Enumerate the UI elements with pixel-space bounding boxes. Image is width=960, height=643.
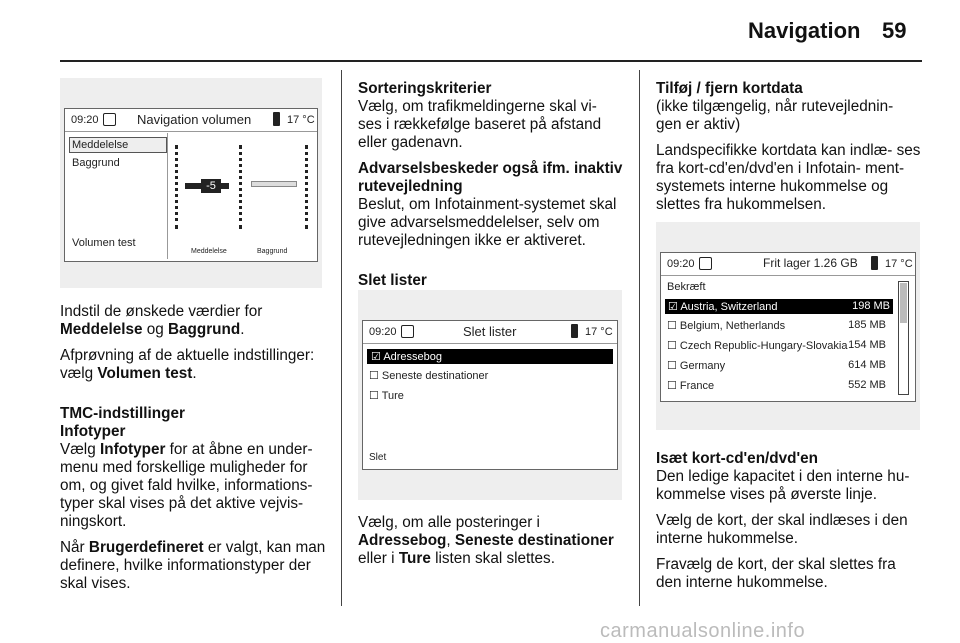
subsection-heading: Sorteringskriterier	[358, 80, 492, 97]
page-header-title: Navigation	[748, 18, 861, 43]
screenshot-frame	[60, 78, 322, 288]
term: Meddelelse	[60, 321, 143, 338]
term: Seneste destinationer	[454, 532, 614, 549]
term: Baggrund	[167, 321, 241, 338]
text: Indstil de ønskede værdier for	[60, 303, 263, 320]
column-2-top	[358, 80, 624, 290]
text: .	[240, 321, 245, 338]
scrollbar-thumb[interactable]	[900, 283, 907, 323]
clock-icon	[401, 325, 414, 338]
subsection-heading: Infotyper	[60, 423, 126, 440]
text: Vælg	[60, 441, 100, 458]
clock-icon	[103, 113, 116, 126]
screen-status-bar	[65, 109, 317, 132]
screen-time: 09:20	[667, 258, 695, 270]
text: listen skal slettes.	[430, 550, 555, 567]
menu-item-baggrund[interactable]: Baggrund	[72, 157, 120, 169]
term: Ture	[398, 550, 431, 567]
term: Infotyper	[99, 441, 166, 458]
list-item-seneste-destinationer[interactable]: ☐ Seneste destinationer	[369, 370, 489, 382]
text: Når	[60, 539, 89, 556]
header-rule	[60, 60, 922, 62]
screen-status-bar	[661, 253, 915, 276]
screenshot-frame	[358, 290, 622, 500]
map-name: Belgium, Netherlands	[679, 320, 786, 332]
slider-track-divider	[239, 145, 244, 229]
column-3-bottom	[656, 450, 922, 600]
clock-icon	[699, 257, 712, 270]
delete-button[interactable]: Slet	[369, 452, 387, 463]
list-item-label: Seneste destinationer	[381, 370, 489, 382]
screen-title: Slet lister	[463, 324, 517, 339]
phone-icon	[571, 324, 578, 338]
subsection-heading: Advarselsbeskeder også ifm. inaktiv rutevejledning	[358, 160, 623, 195]
paragraph: Landspecifikke kortdata kan indlæ- ses fra kort-cd'en/dvd'en i Infotain- ment-systemets interne hukommelse og slettes fra hukommelsen.	[656, 142, 921, 213]
paragraph: Vælg, om trafikmeldingerne skal vi- ses i rækkefølge baseret på afstand eller gadenavn.	[358, 98, 602, 151]
confirm-button[interactable]: Bekræft	[667, 281, 706, 293]
subsection-heading: Tilføj / fjern kortdata	[656, 80, 803, 97]
map-size: 154 MB	[848, 339, 886, 351]
screen-status-bar	[363, 321, 617, 344]
slider-label-meddelelse: Meddelelse	[191, 248, 227, 255]
text: Afprøvning af de aktuelle indstillinger: vælg	[60, 347, 315, 382]
text: eller i	[358, 550, 399, 567]
paragraph: (ikke tilgængelig, når rutevejlednin- gen er aktiv)	[656, 98, 894, 133]
slider-value: -5	[201, 179, 221, 193]
menu-item-volumen-test[interactable]: Volumen test	[72, 237, 136, 249]
section-heading: TMC-indstillinger	[60, 405, 185, 422]
map-size: 552 MB	[848, 379, 886, 391]
text: er valgt, kan man definere, hvilke informationstyper der skal vises.	[60, 539, 326, 592]
paragraph	[60, 441, 328, 531]
column-3-top	[656, 80, 922, 222]
list-item-label: Adressebog	[383, 351, 443, 363]
paragraph: Den ledige kapacitet i den interne hu- kommelse vises på øverste linje.	[656, 468, 910, 503]
list-item-label: Ture	[381, 390, 404, 402]
section-heading: Slet lister	[358, 272, 427, 289]
slider-track-baggrund[interactable]	[305, 145, 310, 229]
list-item-adressebog[interactable]: ☑ Adressebog	[367, 349, 613, 364]
paragraph	[358, 514, 624, 568]
paragraph: Vælg de kort, der skal indlæses i den interne hukommelse.	[656, 512, 908, 547]
slider-fill-baggrund	[251, 181, 297, 187]
panel-divider	[167, 133, 168, 259]
map-row[interactable]: ☐ Belgium, Netherlands 185 MB	[667, 319, 886, 332]
map-name: Czech Republic-Hungary-Slovakia	[679, 340, 848, 352]
map-size: 198 MB	[852, 300, 890, 312]
paragraph	[60, 347, 328, 383]
column-2-bottom	[358, 514, 624, 576]
term: Volumen test	[97, 365, 193, 382]
text: og	[142, 321, 168, 338]
paragraph: Beslut, om Infotainment-systemet skal give advarselsmeddelelser, selv om rutevejledningen ikke er aktiveret.	[358, 196, 617, 249]
watermark: carmanualsonline.info	[600, 620, 806, 642]
screen-title: Frit lager 1.26 GB	[763, 256, 858, 270]
term: Brugerdefineret	[88, 539, 204, 556]
phone-icon	[273, 112, 280, 126]
temperature: 17 °C	[585, 326, 613, 338]
map-row[interactable]: ☑ Austria, Switzerland 198 MB	[665, 299, 893, 314]
temperature: 17 °C	[287, 114, 315, 126]
term: Adressebog	[358, 532, 447, 549]
map-name: Austria, Switzerland	[680, 301, 778, 313]
text: Vælg, om alle posteringer i	[358, 514, 540, 531]
screen-navigation-volume	[64, 108, 318, 262]
column-1	[60, 303, 328, 601]
screenshot-frame	[656, 222, 920, 430]
map-row[interactable]: ☐ Czech Republic-Hungary-Slovakia 154 MB	[667, 339, 886, 352]
subsection-heading: Isæt kort-cd'en/dvd'en	[656, 450, 818, 467]
screen-slet-lister	[362, 320, 618, 470]
screen-frit-lager	[660, 252, 916, 402]
map-name: France	[679, 380, 715, 392]
column-divider	[639, 70, 640, 606]
list-item-ture[interactable]: ☐ Ture	[369, 390, 404, 402]
menu-item-meddelelse[interactable]: Meddelelse	[69, 137, 167, 153]
map-name: Germany	[679, 360, 726, 372]
temperature: 17 °C	[885, 258, 913, 270]
map-size: 614 MB	[848, 359, 886, 371]
map-size: 185 MB	[848, 319, 886, 331]
text: .	[192, 365, 197, 382]
text: ,	[446, 532, 455, 549]
column-divider	[341, 70, 342, 606]
text: for at åbne en under- menu med forskellige muligheder for om, og givet fald hvilke, informations- typer skal vises på det aktive vejvis- ningskort.	[60, 441, 313, 530]
paragraph: Fravælg de kort, der skal slettes fra den interne hukommelse.	[656, 556, 896, 591]
slider-label-baggrund: Baggrund	[257, 248, 288, 255]
screen-time: 09:20	[369, 326, 397, 338]
map-row[interactable]: ☐ France 552 MB	[667, 379, 886, 392]
scrollbar[interactable]	[898, 281, 909, 395]
paragraph	[60, 303, 328, 339]
paragraph	[60, 539, 328, 593]
map-row[interactable]: ☐ Germany 614 MB	[667, 359, 886, 372]
phone-icon	[871, 256, 878, 270]
screen-time: 09:20	[71, 114, 99, 126]
screen-title: Navigation volumen	[137, 112, 252, 127]
page-number: 59	[882, 18, 907, 43]
slider-track-meddelelse[interactable]	[175, 145, 180, 229]
